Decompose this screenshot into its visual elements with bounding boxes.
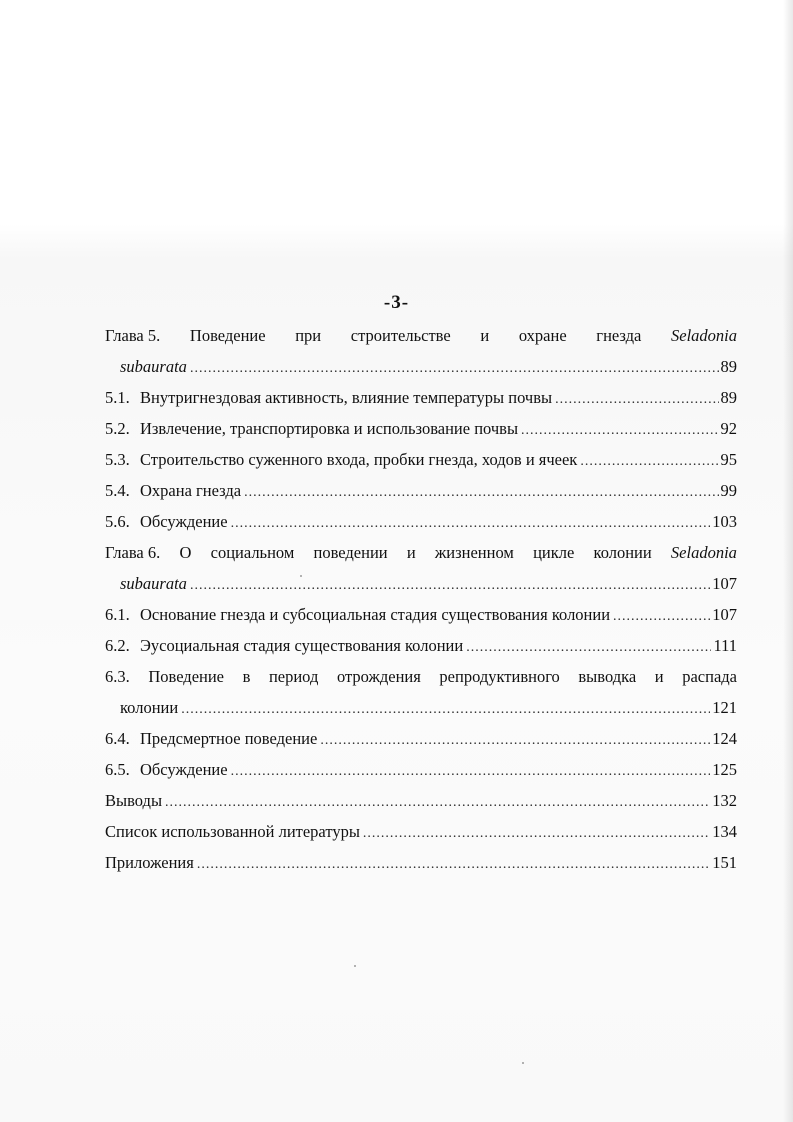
dot-leader (231, 508, 711, 539)
page-ref: 103 (712, 512, 737, 531)
page-ref: 89 (720, 388, 737, 407)
toc-section (105, 413, 737, 444)
dot-leader (165, 787, 710, 818)
toc-section (105, 723, 737, 754)
section-title: Охрана гнезда (140, 481, 242, 500)
chapter5-word: строительстве (350, 326, 451, 345)
section63-word: выводка (578, 667, 637, 686)
scan-speck (522, 1062, 524, 1064)
section-title: Строительство суженного входа, пробки гнезда, ходов и ячеек (140, 450, 578, 469)
dot-leader (190, 353, 719, 384)
chapter5-word: гнезда (596, 326, 642, 345)
backmatter-title: Приложения (105, 853, 194, 872)
section63-word: репродуктивного (439, 667, 560, 686)
dot-leader (521, 415, 718, 446)
page-ref: 134 (712, 822, 737, 841)
section63-continuation: колонии (120, 698, 179, 717)
toc-backmatter (105, 785, 737, 816)
dot-leader (320, 725, 710, 756)
section63-word: распада (682, 667, 737, 686)
table-of-contents (105, 320, 737, 878)
dot-leader (363, 818, 710, 849)
dot-leader (580, 446, 718, 477)
dot-leader (231, 756, 711, 787)
page-ref: 111 (713, 636, 737, 655)
dot-leader (244, 477, 718, 508)
section-number: 6.3. (105, 667, 130, 686)
chapter6-word: поведении (313, 543, 388, 562)
page-ref: 132 (712, 791, 737, 810)
page-number: -3- (383, 292, 410, 313)
chapter5-word: и (480, 326, 490, 345)
section63-word: отрождения (336, 667, 421, 686)
chapter5-prefix: Глава 5. (105, 326, 161, 345)
section-title: Внутригнездовая активность, влияние температуры почвы (140, 388, 553, 407)
toc-backmatter (105, 847, 737, 878)
chapter5-word: при (295, 326, 322, 345)
page-ref: 121 (712, 698, 737, 717)
dot-leader (613, 601, 710, 632)
page-ref: 95 (720, 450, 737, 469)
dot-leader (181, 694, 710, 725)
section-number: 5.1. (105, 388, 130, 407)
chapter5-species-epithet: subaurata (120, 357, 187, 376)
section-title: Эусоциальная стадия существования колонии (140, 636, 464, 655)
section63-word: период (268, 667, 319, 686)
toc-chapter6-line2 (105, 568, 737, 599)
chapter6-species-epithet: subaurata (120, 574, 187, 593)
page-ref: 151 (712, 853, 737, 872)
page-ref: 107 (712, 605, 737, 624)
section-title: Предсмертное поведение (140, 729, 318, 748)
page-ref: 107 (712, 574, 737, 593)
chapter6-word: цикле (533, 543, 575, 562)
scan-speck (354, 965, 356, 967)
toc-section (105, 506, 737, 537)
section-number: 6.5. (105, 760, 130, 779)
backmatter-title: Список использованной литературы (105, 822, 360, 841)
chapter6-word: жизненном (434, 543, 514, 562)
chapter5-word: Поведение (189, 326, 266, 345)
toc-section (105, 382, 737, 413)
backmatter-title: Выводы (105, 791, 163, 810)
chapter6-word: колонии (593, 543, 652, 562)
toc-section63-line2 (105, 692, 737, 723)
toc-section (105, 754, 737, 785)
section63-word: Поведение (148, 667, 224, 686)
scan-edge-shadow (783, 0, 793, 1122)
section-number: 5.4. (105, 481, 130, 500)
section-number: 5.3. (105, 450, 130, 469)
section-number: 5.2. (105, 419, 130, 438)
toc-chapter5-line2 (105, 351, 737, 382)
page-ref: 92 (720, 419, 737, 438)
chapter6-word: социальном (210, 543, 295, 562)
dot-leader (190, 570, 710, 601)
toc-backmatter (105, 816, 737, 847)
section-number: 6.4. (105, 729, 130, 748)
toc-section (105, 630, 737, 661)
section-title: Извлечение, транспортировка и использование почвы (140, 419, 519, 438)
section63-word: в (242, 667, 251, 686)
section-title: Обсуждение (140, 512, 228, 531)
chapter5-species-genus: Seladonia (671, 326, 737, 345)
toc-section63-line1 (105, 661, 737, 692)
section-title: Основание гнезда и субсоциальная стадия существования колонии (140, 605, 611, 624)
page-ref: 89 (720, 357, 737, 376)
toc-chapter5-line1 (105, 320, 737, 351)
section-title: Обсуждение (140, 760, 228, 779)
section-number: 6.2. (105, 636, 130, 655)
page-ref: 124 (712, 729, 737, 748)
page-ref: 125 (712, 760, 737, 779)
dot-leader (466, 632, 711, 663)
dot-leader (197, 849, 710, 880)
dot-leader (555, 384, 718, 415)
section-number: 6.1. (105, 605, 130, 624)
chapter6-species-genus: Seladonia (670, 543, 737, 562)
chapter6-prefix: Глава 6. (105, 543, 161, 562)
toc-section (105, 475, 737, 506)
section-number: 5.6. (105, 512, 130, 531)
section63-word: и (654, 667, 664, 686)
chapter6-word: О (179, 543, 192, 562)
page-ref: 99 (720, 481, 737, 500)
chapter6-word: и (406, 543, 416, 562)
toc-chapter6-line1 (105, 537, 737, 568)
toc-section (105, 444, 737, 475)
chapter5-word: охране (518, 326, 567, 345)
toc-section (105, 599, 737, 630)
